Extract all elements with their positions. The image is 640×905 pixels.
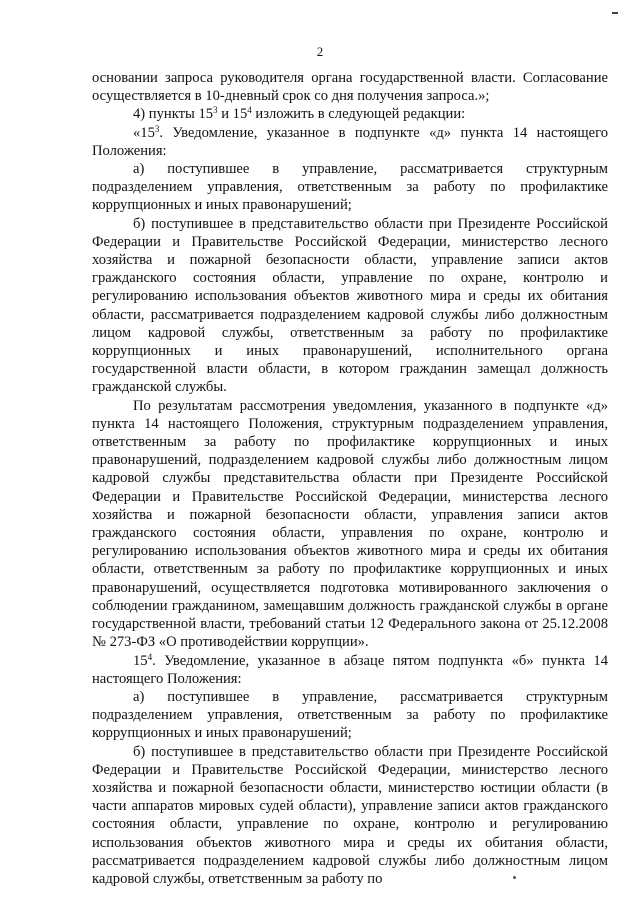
superscript: 3 (154, 123, 160, 134)
text-run: б) поступившее в представительство области при Президенте Российской Федерации и Правительстве Российской Федерации, министерство лесного хозяйства и пожарной безопасности области, управление записи актов гражданского состояния области, управление по охране, контролю и регулированию использования объектов животного мира и среды их обитания области, рассматривается подразделением кадровой службы либо должностным лицом кадровой службы, ответственным за работу по профилактике коррупционных и иных правонарушений, исполнительного органа государственной власти области, в котором гражданин замещал должность гражданской службы. (92, 215, 608, 396)
paragraph-p2 (92, 105, 608, 123)
page-number: 2 (316, 44, 324, 59)
superscript: 3 (213, 105, 218, 116)
text-run: основании запроса руководителя органа государственной власти. Согласование осуществляется в 10-дневный срок со дня получения запроса.»; (92, 70, 608, 105)
paragraph-p7 (92, 652, 608, 688)
paragraph-p3 (92, 124, 608, 160)
text-run: «15 (133, 124, 155, 141)
paragraph-p4 (92, 160, 608, 215)
text-run: а) поступившее в управление, рассматривается структурным подразделением управления, ответственным за работу по профилактике коррупционных и иных правонарушений; (92, 161, 608, 214)
text-run: . Уведомление, указанное в абзаце пятом подпункта «б» пункта 14 настоящего Положения: (92, 652, 608, 687)
paragraph-p5 (92, 215, 608, 397)
text-run: а) поступившее в управление, рассматривается структурным подразделением управления, ответственным за работу по профилактике коррупционных и иных правонарушений; (92, 688, 608, 742)
text-run: По результатам рассмотрения уведомления, указанного в подпункте «д» пункта 14 настоящего Положения, структурным подразделением управления, ответственным за работу по профилактике коррупционных и иных правонарушений, подразделением кадровой службы либо должностным лицом кадровой службы представительства области при Президенте Российской Федерации и Правительстве Российской Федерации, министерства лесного хозяйства и пожарной безопасности области, управления записи актов гражданского состояния области, управления по охране, контролю и регулированию использования объектов животного мира и среды их обитания области, ответственным за работу по профилактике коррупционных и иных правонарушений, осуществляется подготовка мотивированного заключения о соблюдении гражданином, замещавшим должность гражданской службы в органе государственной власти, требований статьи 12 Федерального закона от 25.12.2008 № 273-ФЗ «О противодействии коррупции». (92, 397, 608, 651)
paragraph-p9 (92, 743, 608, 889)
superscript: 4 (147, 651, 153, 662)
document-body (92, 69, 608, 888)
text-run: 15 (133, 652, 148, 669)
text-run: . Уведомление, указанное в подпункте «д» пункта 14 настоящего Положения: (92, 124, 608, 159)
superscript: 4 (247, 105, 252, 116)
scan-dot (513, 876, 516, 879)
paragraph-p1 (92, 69, 608, 105)
paragraph-p8 (92, 688, 608, 743)
paragraph-p6 (92, 397, 608, 652)
text-run: изложить в следующей редакции: (251, 106, 466, 123)
text-run: 4) пункты 15 (133, 106, 214, 123)
scan-mark (612, 12, 618, 14)
text-run: б) поступившее в представительство области при Президенте Российской Федерации и Правительстве Российской Федерации, министерство лесного хозяйства и пожарной безопасности области, министерство юстиции области (в части аппаратов мировых судей области), управление записи актов гражданского состояния области, управление по охране, контролю и регулированию использования объектов животного мира и среды их обитания области, рассматривается подразделением кадровой службы либо должностным лицом кадровой службы, ответственным за работу по (92, 743, 608, 887)
text-run: и 15 (217, 106, 248, 123)
